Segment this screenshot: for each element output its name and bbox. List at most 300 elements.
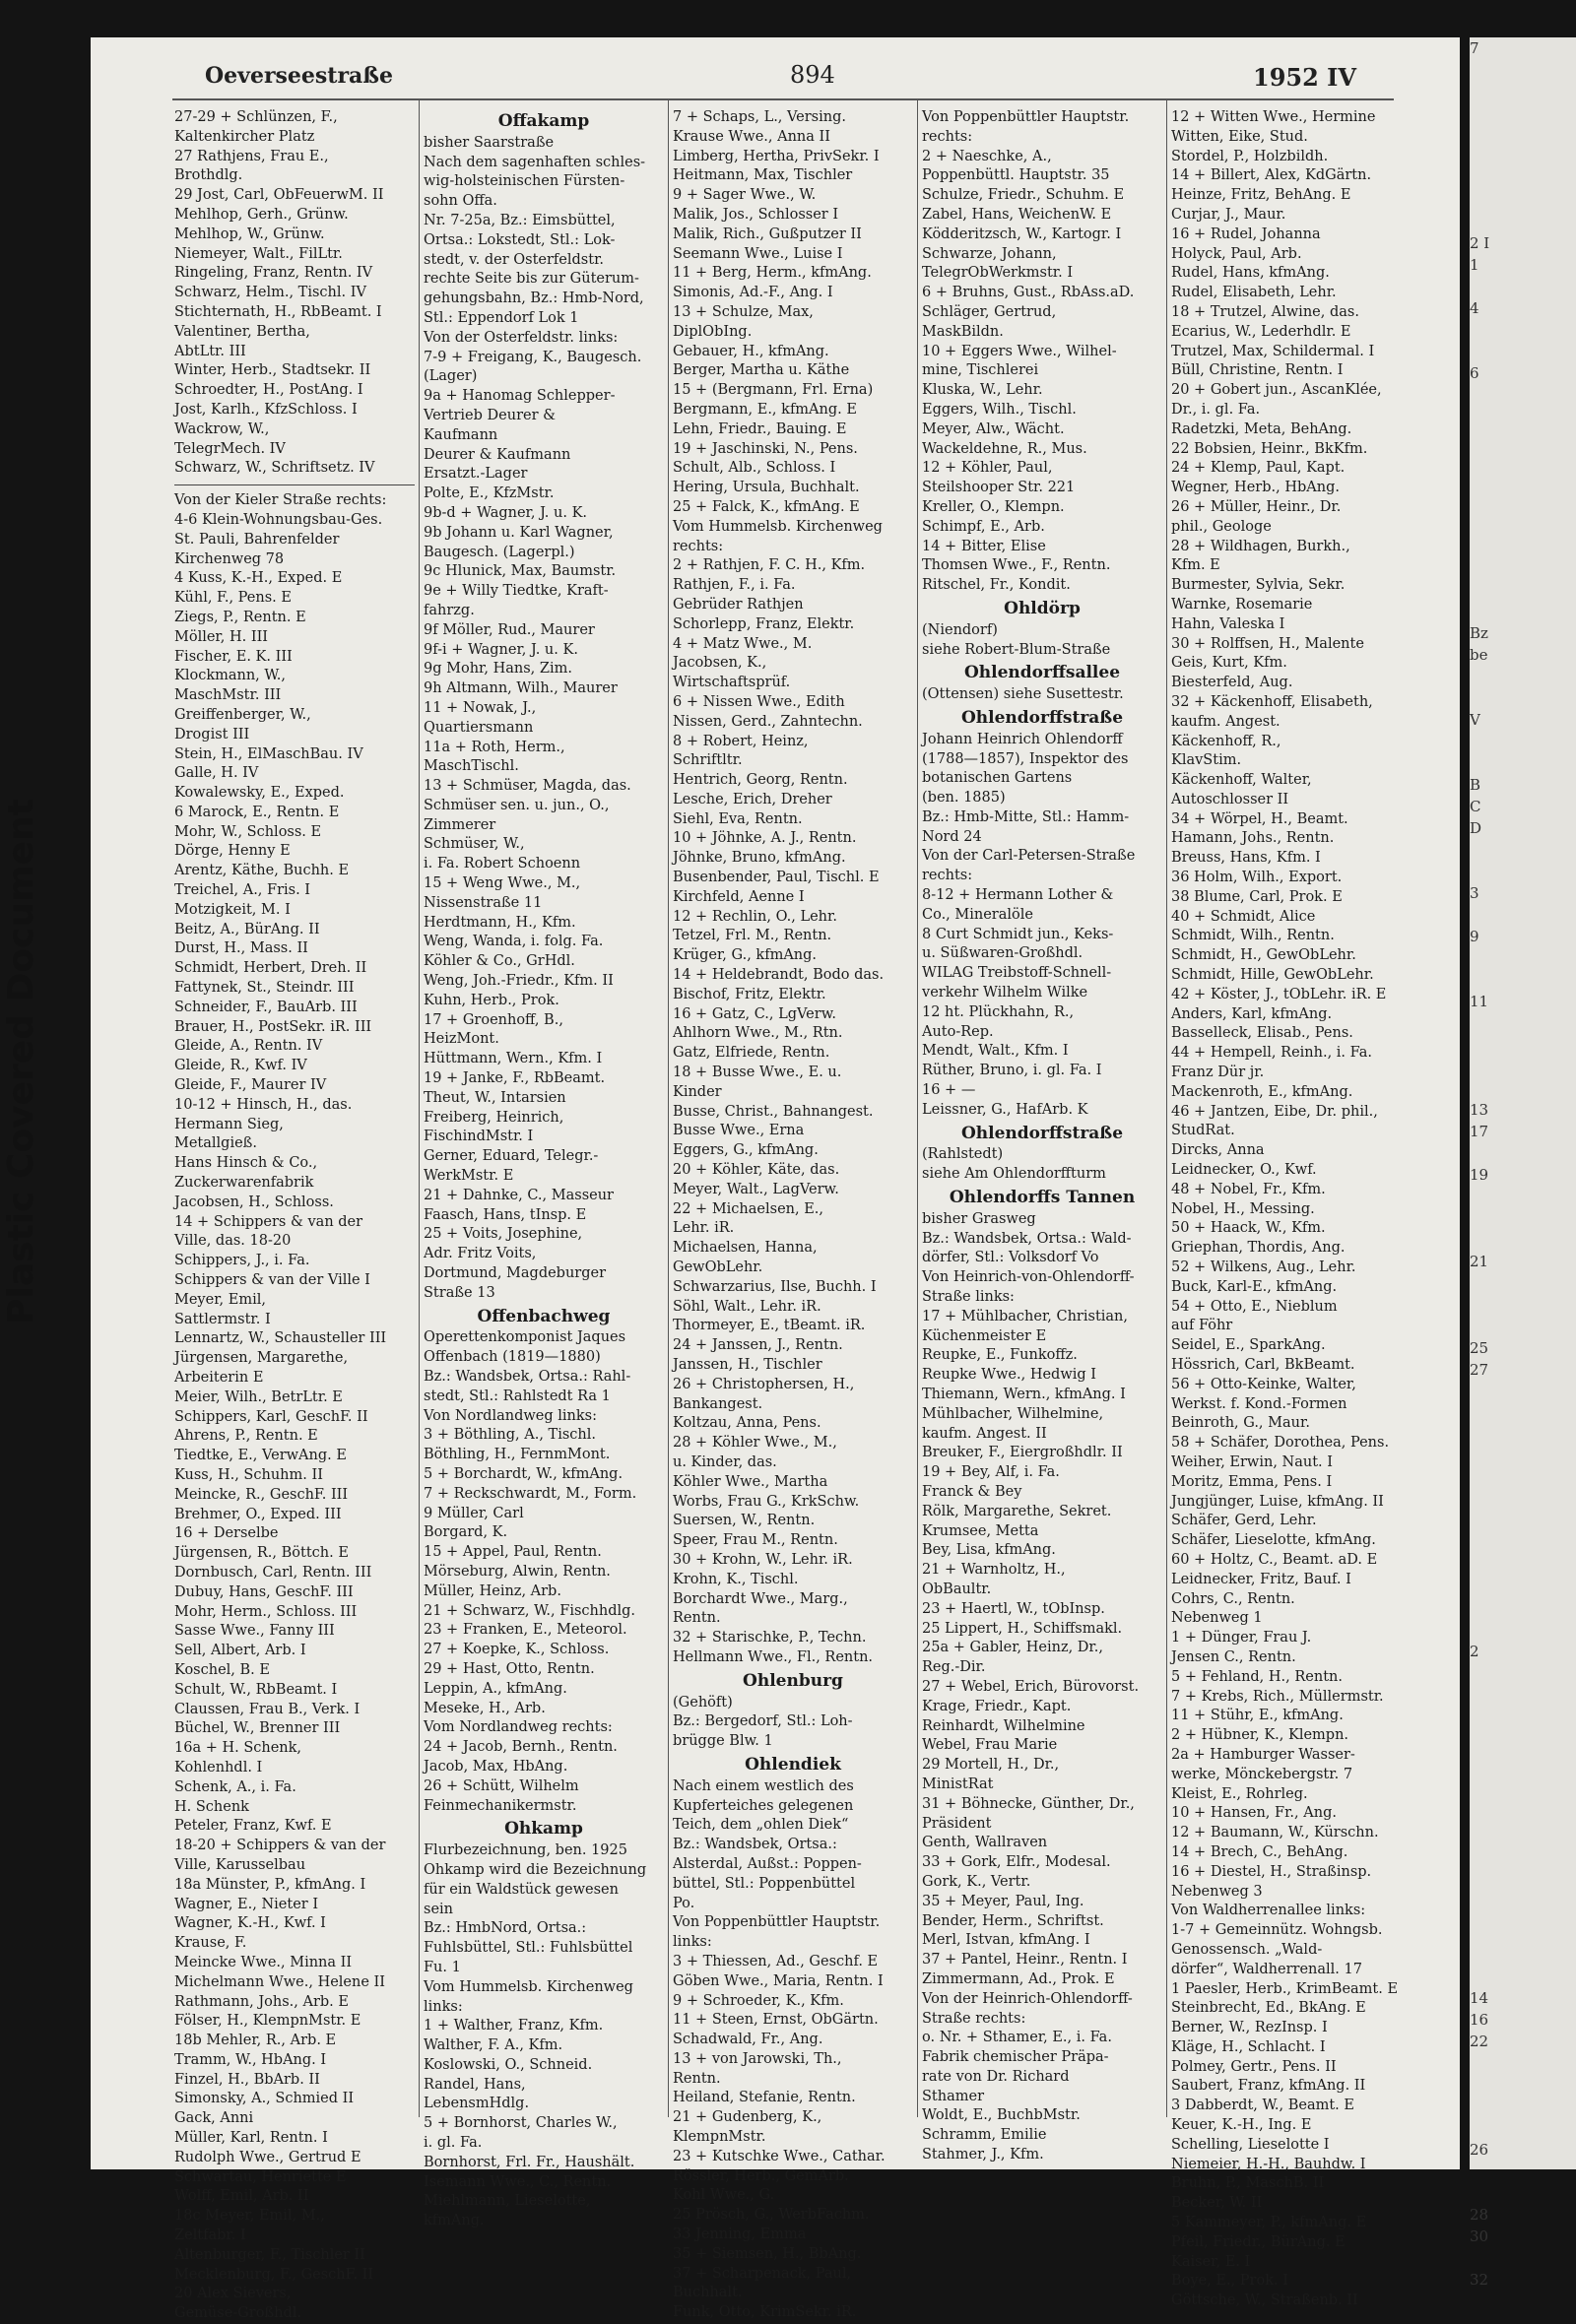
entry-line: Hüttmann, Wern., Kfm. I xyxy=(424,1051,603,1067)
entry-line: Ritschel, Fr., Kondit. xyxy=(922,577,1071,594)
entry-line: 48 + Nobel, Fr., Kfm. xyxy=(1171,1181,1326,1197)
entry-line: 9a + Hanomag Schlepper- xyxy=(424,388,616,405)
column-divider xyxy=(1166,98,1167,2117)
entry-line: Zimmermann, Ad., Prok. E xyxy=(922,1970,1115,1987)
margin-fragment xyxy=(1470,319,1576,341)
entry-line: Trutzel, Max, Schildermal. I xyxy=(1171,343,1375,359)
entry-line: botanischen Gartens xyxy=(922,770,1073,787)
entry-line: Jacob, Max, HbAng. xyxy=(424,1758,568,1775)
margin-fragment xyxy=(1470,384,1576,406)
entry-line: Kohl Wwe., G. xyxy=(673,2187,775,2204)
entry-line: Co., Mineralöle xyxy=(922,906,1033,923)
entry-line: MaschTischl. xyxy=(424,758,519,775)
entry-line: Nach einem westlich des xyxy=(673,1777,854,1794)
entry-line: 19 + Jaschinski, N., Pens. xyxy=(673,440,858,457)
entry-line: Moritz, Emma, Pens. I xyxy=(1171,1473,1333,1490)
entry-line: rate von Dr. Richard xyxy=(922,2068,1070,2085)
entry-line: Büll, Christine, Rentn. I xyxy=(1171,362,1344,379)
entry-line: Niemeier, H.-H., Bauhdw. I xyxy=(1171,2156,1366,2172)
entry-line: FischindMstr. I xyxy=(424,1129,534,1145)
margin-fragment xyxy=(1470,1532,1576,1554)
entry-line: Nebenweg 1 xyxy=(1171,1610,1263,1627)
entry-line: 20 + Köhler, Käte, das. xyxy=(673,1162,840,1179)
entry-line: Ringeling, Franz, Rentn. IV xyxy=(174,265,373,282)
entry-line: phil., Geologe xyxy=(1171,518,1272,535)
entry-line: Faasch, Hans, tInsp. E xyxy=(424,1206,587,1223)
margin-fragment: 2 I xyxy=(1470,234,1490,252)
entry-line: Kaufmann xyxy=(424,426,498,443)
entry-line: Fölser, H., KlempnMstr. E xyxy=(174,2013,361,2030)
entry-line: Ecarius, W., Lederhdlr. E xyxy=(1171,323,1351,340)
entry-line: 13 + von Jarowski, Th., xyxy=(673,2050,842,2067)
margin-fragment xyxy=(1470,731,1576,752)
margin-fragment xyxy=(1470,1619,1576,1641)
entry-line: 8 Curt Schmidt jun., Keks- xyxy=(922,926,1114,942)
margin-fragment xyxy=(1470,557,1576,579)
entry-line: Randel, Hans, xyxy=(424,2076,526,2093)
entry-line: 16 + Diestel, H., Straßinsp. xyxy=(1171,1863,1372,1880)
entry-line: brügge Blw. 1 xyxy=(673,1733,773,1750)
margin-fragment xyxy=(1470,2052,1576,2074)
entry-line: Arbeiterin E xyxy=(174,1370,264,1386)
entry-line: Präsident xyxy=(922,1815,992,1832)
entry-line: 29 Mortell, H., Dr., xyxy=(922,1757,1060,1774)
entry-line: Teich, dem „ohlen Diek“ xyxy=(673,1817,849,1834)
margin-fragment: C xyxy=(1470,798,1481,815)
entry-line: Kläge, H., Schlacht. I xyxy=(1171,2038,1326,2055)
entry-line: 1 + Dünger, Frau J. xyxy=(1171,1630,1312,1646)
entry-line: 52 + Wilkens, Aug., Lehr. xyxy=(1171,1259,1356,1276)
entry-line: Vertrieb Deurer & xyxy=(424,407,557,423)
entry-line: Thormeyer, E., tBeamt. iR. xyxy=(673,1318,866,1334)
margin-fragment xyxy=(1470,1381,1576,1402)
margin-fragment xyxy=(1470,1511,1576,1532)
entry-line: 33 Jenning, Emma xyxy=(673,2227,807,2243)
entry-line: Poppenbüttl. Hauptstr. 35 xyxy=(922,167,1110,184)
entry-line: 25 + Voits, Josephine, xyxy=(424,1226,583,1243)
entry-line: Schläger, Gertrud, xyxy=(922,303,1057,320)
entry-line: Von der Osterfeldstr. links: xyxy=(424,329,619,346)
entry-line: Dr., i. gl. Fa. xyxy=(1171,401,1261,418)
entry-line: Fattynek, St., Steindr. III xyxy=(174,980,355,997)
entry-line: Gleide, F., Maurer IV xyxy=(174,1077,327,1094)
entry-line: 16 + Gatz, C., LgVerw. xyxy=(673,1005,836,1022)
entry-line: (Rahlstedt) xyxy=(922,1146,1004,1163)
entry-line: Rathmann, Johs., Arb. E xyxy=(174,1993,349,2010)
entry-line: 27 Rathjens, Frau E., xyxy=(174,148,329,164)
entry-line: Dörge, Henny E xyxy=(174,843,291,860)
entry-line: 14 + Bitter, Elise xyxy=(922,538,1046,554)
margin-fragment xyxy=(1470,947,1576,969)
column-divider xyxy=(419,98,420,2117)
entry-line: wig-holsteinischen Fürsten- xyxy=(424,173,625,190)
entry-line: Franck & Bey xyxy=(922,1483,1022,1500)
margin-fragment: 11 xyxy=(1470,993,1489,1010)
entry-line: Hellmann Wwe., Fl., Rentn. xyxy=(673,1648,874,1665)
entry-line: Schadwald, Fr., Ang. xyxy=(673,2032,823,2048)
entry-line: Thiemann, Wern., kfmAng. I xyxy=(922,1387,1126,1402)
entry-line: WILAG Treibstoff-Schnell- xyxy=(922,965,1112,982)
margin-fragment xyxy=(1470,1922,1576,1944)
entry-line: Stichternath, H., RbBeamt. I xyxy=(174,303,382,320)
entry-line: Durst, H., Mass. II xyxy=(174,940,308,957)
entry-line: 5 + Bornhorst, Charles W., xyxy=(424,2115,618,2132)
entry-line: 11 + Steen, Ernst, ObGärtn. xyxy=(673,2012,879,2029)
entry-line: Zuckerwarenfabrik xyxy=(174,1175,314,1192)
entry-line: 15 + Weng Wwe., M., xyxy=(424,875,581,892)
entry-line: 60 + Holtz, C., Beamt. aD. E xyxy=(1171,1551,1378,1568)
margin-fragment xyxy=(1470,904,1576,926)
entry-line: Motzigkeit, M. I xyxy=(174,901,291,918)
entry-line: Sell, Albert, Arb. I xyxy=(174,1643,306,1659)
entry-line: Wolff, Emil, Arb. II xyxy=(174,2188,309,2205)
entry-line: St. Pauli, Bahrenfelder xyxy=(174,531,340,548)
entry-line: Claussen, Frau B., Verk. I xyxy=(174,1701,361,1717)
margin-fragment xyxy=(1470,1467,1576,1489)
entry-line: Meincke, R., GeschF. III xyxy=(174,1486,349,1503)
entry-line: 46 + Jantzen, Eibe, Dr. phil., xyxy=(1171,1103,1378,1120)
margin-fragment xyxy=(1470,1576,1576,1597)
margin-fragment xyxy=(1470,579,1576,601)
entry-line: Nr. 7-25a, Bz.: Eimsbüttel, xyxy=(424,212,616,228)
entry-line: Jensen C., Rentn. xyxy=(1171,1648,1296,1665)
entry-line: Busse, Christ., Bahnangest. xyxy=(673,1103,874,1120)
margin-fragment: be xyxy=(1470,646,1488,664)
entry-line: 25 Prösch, G., WerbFachm. xyxy=(673,2207,870,2224)
entry-line: 21 + Dahnke, C., Masseur xyxy=(424,1187,614,1203)
entry-line: Greiffenberger, W., xyxy=(174,706,311,723)
entry-line: Wegner, Herb., HbAng. xyxy=(1171,480,1340,496)
entry-line: Nissen, Gerd., Zahntechn. xyxy=(673,713,863,730)
entry-line: Malik, Rich., Gußputzer II xyxy=(673,226,862,242)
entry-line: Mohr, W., Schloss. E xyxy=(174,823,322,840)
entry-line: 21 + Gudenberg, K., xyxy=(673,2109,822,2126)
entry-line: links: xyxy=(424,1998,463,2015)
entry-line: Gork, K., Vertr. xyxy=(922,1873,1031,1890)
entry-line: 16 + — xyxy=(922,1082,976,1099)
entry-line: Schroedter, H., PostAng. I xyxy=(174,382,363,399)
entry-line: Von Waldherrenallee links: xyxy=(1171,1903,1366,1919)
entry-line: Köhler Wwe., Martha xyxy=(673,1473,828,1490)
entry-line: Schwartau, Henriette E xyxy=(174,2168,347,2185)
entry-line: Heitmann, Max, Tischler xyxy=(673,167,853,184)
entry-line: Koschel, B. E xyxy=(174,1661,270,1678)
entry-line: Von Poppenbüttler Hauptstr. xyxy=(673,1914,881,1931)
margin-fragment xyxy=(1470,752,1576,774)
entry-line: KlempnMstr. xyxy=(673,2129,766,2146)
entry-line: 16a + H. Schenk, xyxy=(174,1740,302,1757)
entry-line: Pfeil, Friedr., BürAng. E xyxy=(1171,2233,1346,2250)
header-year-part: 1952 IV xyxy=(1253,63,1356,92)
margin-fragment: B xyxy=(1470,776,1481,794)
entry-line: Peteler, Franz, Kwf. E xyxy=(174,1818,332,1835)
margin-fragment: 17 xyxy=(1470,1123,1489,1140)
entry-line: 15 + (Bergmann, Frl. Erna) xyxy=(673,382,874,399)
margin-fragment xyxy=(1470,189,1576,211)
margin-fragment xyxy=(1470,1207,1576,1229)
entry-line: Bornhorst, Frl. Fr., Haushält. xyxy=(424,2154,635,2170)
entry-line: 2 + Naeschke, A., xyxy=(922,148,1052,164)
margin-fragment: 9 xyxy=(1470,928,1479,945)
street-heading: Offenbachweg xyxy=(477,1306,611,1326)
margin-fragment: 13 xyxy=(1470,1101,1489,1119)
margin-fragment xyxy=(1470,1836,1576,1857)
margin-fragment xyxy=(1470,1424,1576,1446)
entry-line: Ersatzt.-Lager xyxy=(424,466,528,483)
entry-line: Metallgieß. xyxy=(174,1135,257,1152)
margin-fragment: 32 xyxy=(1470,2271,1489,2289)
entry-line: Meincke Wwe., Minna II xyxy=(174,1954,353,1970)
entry-line: Rudel, Hans, kfmAng. xyxy=(1171,265,1330,282)
entry-line: Krohn, K., Tischl. xyxy=(673,1571,799,1587)
entry-line: LebensmHdlg. xyxy=(424,2096,530,2112)
entry-line: 9c Hlunick, Max, Baumstr. xyxy=(424,563,617,580)
entry-line: Schmidt, Wilh., Rentn. xyxy=(1171,928,1335,944)
entry-line: Gleide, A., Rentn. IV xyxy=(174,1038,323,1055)
entry-line: H. Schenk xyxy=(174,1798,249,1815)
entry-line: 11 + Berg, Herm., kfmAng. xyxy=(673,265,872,282)
entry-line: Rentn. xyxy=(673,1610,721,1627)
entry-line: Michaelsen, Hanna, xyxy=(673,1240,818,1257)
margin-fragment xyxy=(1470,1771,1576,1792)
entry-line: 25 Lippert, H., Schiffsmakl. xyxy=(922,1620,1123,1637)
entry-line: Gebrüder Rathjen xyxy=(673,596,804,613)
entry-line: 35 + Siemsen, H., BbAng. xyxy=(673,2245,862,2262)
entry-line: Jacobsen, K., xyxy=(673,655,767,672)
entry-line: 26 + Christophersen, H., xyxy=(673,1376,855,1392)
entry-line: für ein Waldstück gewesen xyxy=(424,1881,619,1898)
entry-line: Bz.: Wandsbek, Ortsa.: Wald- xyxy=(922,1230,1132,1247)
margin-fragment: 1 xyxy=(1470,256,1479,274)
entry-line: 4-6 Klein-Wohnungsbau-Ges. xyxy=(174,511,383,528)
entry-line: Webel, Frau Marie xyxy=(922,1737,1058,1754)
entry-line: Kowalewsky, E., Exped. xyxy=(174,785,345,802)
entry-line: rechts: xyxy=(922,868,973,884)
street-heading: Ohlenburg xyxy=(743,1670,843,1691)
entry-line: Mehlhop, Gerh., Grünw. xyxy=(174,206,349,223)
entry-line: 3 Dabberdt, W., Beamt. E xyxy=(1171,2098,1354,2114)
entry-line: Von der Heinrich-Ohlendorff- xyxy=(922,1990,1133,2007)
entry-line: Wirtschaftsprüf. xyxy=(673,675,791,691)
entry-line: Kaiser, E. I xyxy=(1171,2253,1251,2270)
entry-line: 13 + Schulze, Max, xyxy=(673,303,814,320)
entry-line: Meyer, Emil, xyxy=(174,1291,266,1308)
entry-line: 19 + Bey, Alf, i. Fa. xyxy=(922,1464,1060,1481)
entry-line: TelegrObWerkmstr. I xyxy=(922,265,1074,282)
entry-line: 22 + Michaelsen, E., xyxy=(673,1200,824,1217)
entry-line: Busenbender, Paul, Tischl. E xyxy=(673,870,880,886)
entry-line: Fuhlsbüttel, Stl.: Fuhlsbüttel xyxy=(424,1940,633,1957)
margin-fragment xyxy=(1470,839,1576,861)
entry-line: Brehmer, O., Exped. III xyxy=(174,1506,342,1522)
entry-line: Kirchfeld, Aenne I xyxy=(673,888,805,905)
entry-line: Kühl, F., Pens. E xyxy=(174,590,292,607)
entry-line: 26 + Müller, Heinr., Dr. xyxy=(1171,498,1342,515)
entry-line: Boye, E., Prok. I xyxy=(1171,2273,1288,2290)
margin-fragment xyxy=(1470,1056,1576,1077)
entry-line: gehungsbahn, Bz.: Hmb-Nord, xyxy=(424,290,644,307)
margin-fragment xyxy=(1470,1792,1576,1814)
entry-line: Woldt, E., BuchbMstr. xyxy=(922,2107,1081,2124)
entry-line: 25 + Falck, K., kfmAng. E xyxy=(673,498,860,515)
entry-line: o. Nr. + Sthamer, E., i. Fa. xyxy=(922,2030,1112,2046)
entry-line: 27-29 + Schlünzen, F., xyxy=(174,109,338,125)
entry-line: Buchhalt. xyxy=(673,2285,743,2301)
margin-fragment xyxy=(1470,1901,1576,1922)
entry-line: Reinhardt, Wilhelmine xyxy=(922,1717,1085,1734)
entry-line: Schippers, J., i. Fa. xyxy=(174,1253,310,1269)
entry-line: Jöhnke, Bruno, kfmAng. xyxy=(673,850,846,867)
entry-line: Treichel, A., Fris. I xyxy=(174,882,311,899)
entry-line: Brauer, H., PostSekr. iR. III xyxy=(174,1018,372,1035)
margin-fragment: 28 xyxy=(1470,2206,1489,2224)
entry-line: Wagner, K.-H., Kwf. I xyxy=(174,1915,326,1932)
entry-line: Straße rechts: xyxy=(922,2010,1026,2027)
entry-line: Jost, Karlh., KfzSchloss. I xyxy=(174,401,358,418)
entry-line: Eggers, Wilh., Tischl. xyxy=(922,401,1077,418)
entry-line: Heinze, Fritz, BehAng. E xyxy=(1171,187,1351,204)
page-header xyxy=(110,57,1361,97)
margin-fragment xyxy=(1470,1814,1576,1836)
margin-fragment xyxy=(1470,1597,1576,1619)
entry-line: Kirchenweg 78 xyxy=(174,550,285,567)
entry-line: Valentiner, Bertha, xyxy=(174,323,310,340)
entry-line: 56 + Otto-Keinke, Walter, xyxy=(1171,1376,1356,1392)
street-heading: Ohldörp xyxy=(1004,598,1081,618)
margin-fragment xyxy=(1470,1727,1576,1749)
entry-line: Altenburger, F., Tischler II xyxy=(174,2246,365,2263)
entry-line: Keuer, K.-H., Ing. E xyxy=(1171,2117,1312,2134)
entry-line: Funk, Otto, KrimSekr. iR. xyxy=(673,2304,857,2321)
entry-line: 31 + Böhnecke, Günther, Dr., xyxy=(922,1795,1135,1812)
entry-line: 9f Möller, Rud., Maurer xyxy=(424,621,595,638)
entry-line: Schneider, F., BauArb. III xyxy=(174,999,358,1015)
entry-line: Mecklenburg, F., GeschF. II xyxy=(174,2266,374,2283)
entry-line: 12 + Baumann, W., Kürschn. xyxy=(1171,1825,1379,1841)
entry-line: Herdtmann, H., Kfm. xyxy=(424,914,576,931)
entry-line: Worbs, Frau G., KrkSchw. xyxy=(673,1493,860,1510)
entry-line: Rudel, Elisabeth, Lehr. xyxy=(1171,285,1337,301)
entry-line: 32 + Käckenhoff, Elisabeth, xyxy=(1171,693,1373,710)
margin-fragment: 3 xyxy=(1470,884,1479,902)
entry-line: Simonsky, A., Schmied II xyxy=(174,2091,355,2107)
margin-fragment xyxy=(1470,2182,1576,2204)
entry-line: (Gehöft) xyxy=(673,1694,733,1711)
entry-line: Kfm. E xyxy=(1171,557,1220,574)
street-heading: Offakamp xyxy=(497,111,590,131)
entry-line: Reg.-Dir. xyxy=(922,1659,986,1676)
entry-line: verkehr Wilhelm Wilke xyxy=(922,985,1088,1001)
margin-fragment xyxy=(1470,406,1576,427)
margin-fragment xyxy=(1470,1402,1576,1424)
entry-line: Koltzau, Anna, Pens. xyxy=(673,1415,821,1432)
entry-line: Leppin, A., kfmAng. xyxy=(424,1680,567,1697)
entry-line: stedt, v. der Osterfeldstr. xyxy=(424,251,605,268)
entry-line: 33 + Gork, Elfr., Modesal. xyxy=(922,1854,1111,1871)
entry-line: Lehn, Friedr., Bauing. E xyxy=(673,420,847,437)
entry-line: Seemann Wwe., Luise I xyxy=(673,245,843,262)
column-divider xyxy=(917,98,918,2117)
margin-fragment xyxy=(1470,1684,1576,1706)
entry-line: Eggers, G., kfmAng. xyxy=(673,1142,819,1159)
entry-line: 18a Münster, P., kfmAng. I xyxy=(174,1876,366,1893)
entry-line: Ahlhorn Wwe., M., Rtn. xyxy=(673,1025,843,1042)
entry-line: 17 + Mühlbacher, Christian, xyxy=(922,1308,1129,1324)
entry-line: Kuss, H., Schuhm. II xyxy=(174,1466,323,1483)
entry-line: Lesche, Erich, Dreher xyxy=(673,791,832,807)
margin-fragment: 27 xyxy=(1470,1361,1489,1379)
entry-line: Kohlenhdl. I xyxy=(174,1759,263,1775)
margin-fragment xyxy=(1470,81,1576,102)
entry-line: Zeltfabr. I xyxy=(174,2227,246,2244)
entry-line: 11 + Stühr, E., kfmAng. xyxy=(1171,1708,1344,1724)
entry-line: Tramm, W., HbAng. I xyxy=(174,2051,327,2068)
entry-line: Rudolph Wwe., Gertrud E xyxy=(174,2149,361,2165)
entry-line: Zabel, Hans, WeichenW. E xyxy=(922,206,1112,223)
entry-line: 29 + Hast, Otto, Rentn. xyxy=(424,1660,595,1677)
entry-line: Büchel, W., Brenner III xyxy=(174,1720,341,1737)
entry-line: Zimmerer xyxy=(424,816,496,833)
entry-line: Meseke, H., Arb. xyxy=(424,1700,546,1716)
entry-line: GewObLehr. xyxy=(673,1259,763,1276)
entry-line: 15 + Appel, Paul, Rentn. xyxy=(424,1544,602,1561)
margin-fragment xyxy=(1470,1142,1576,1164)
entry-line: kfmAng. xyxy=(424,2213,485,2229)
entry-line: Warnke, Rosemarie xyxy=(1171,596,1313,613)
margin-fragment: 21 xyxy=(1470,1253,1489,1270)
entry-line: 12 + Köhler, Paul, xyxy=(922,460,1053,477)
entry-line: 8-12 + Hermann Lother & xyxy=(922,887,1114,904)
entry-line: Sthamer xyxy=(922,2088,985,2104)
entry-line: (Ottensen) siehe Susettestr. xyxy=(922,686,1124,703)
entry-line: Basselleck, Elisab., Pens. xyxy=(1171,1025,1353,1042)
entry-line: Straße links: xyxy=(922,1289,1015,1306)
entry-line: Mühlbacher, Wilhelmine, xyxy=(922,1405,1104,1422)
margin-fragment xyxy=(1470,1229,1576,1251)
entry-line: Berner, W., RezInsp. I xyxy=(1171,2020,1328,2036)
entry-line: 26 + Schütt, Wilhelm xyxy=(424,1777,579,1794)
entry-line: Bz.: Wandsbek, Ortsa.: xyxy=(673,1837,837,1853)
entry-line: Hahn, Valeska I xyxy=(1171,615,1285,632)
entry-line: ObBaultr. xyxy=(922,1581,992,1597)
entry-line: Hamann, Johs., Rentn. xyxy=(1171,830,1335,847)
entry-line: auf Föhr xyxy=(1171,1318,1233,1334)
entry-line: Rentn. xyxy=(673,2070,721,2087)
entry-line: Sasse Wwe., Fanny III xyxy=(174,1623,335,1640)
entry-line: 37 + Pantel, Heinr., Rentn. I xyxy=(922,1952,1128,1969)
entry-line: Leissner, G., HafArb. K xyxy=(922,1101,1088,1118)
entry-line: 21 + Warnholtz, H., xyxy=(922,1562,1066,1579)
entry-line: Göttsche, W., Straßenb. II xyxy=(1171,2292,1358,2309)
entry-line: Nobel, H., Messing. xyxy=(1171,1200,1315,1217)
entry-line: Arentz, Käthe, Buchh. E xyxy=(174,863,350,879)
entry-line: Griephan, Thordis, Ang. xyxy=(1171,1240,1346,1257)
entry-line: 1-7 + Gemeinnütz. Wohngsb. xyxy=(1171,1922,1383,1939)
entry-line: Geis, Kurt, Kfm. xyxy=(1171,655,1287,672)
entry-line: Merl, Istvan, kfmAng. I xyxy=(922,1932,1090,1949)
entry-line: Bey, Lisa, kfmAng. xyxy=(922,1542,1056,1559)
entry-line: 16 + Rudel, Johanna xyxy=(1171,226,1321,242)
entry-line: 20 + Gobert jun., AscanKlée, xyxy=(1171,382,1382,399)
entry-line: 50 + Haack, W., Kfm. xyxy=(1171,1220,1326,1237)
entry-line: 25a + Gabler, Heinz, Dr., xyxy=(922,1640,1103,1656)
entry-line: Mehlhop, W., Grünw. xyxy=(174,226,325,242)
margin-fragment: 22 xyxy=(1470,2033,1489,2050)
entry-line: Fabrik chemischer Präpa- xyxy=(922,2049,1109,2066)
entry-line: 2 + Rathjen, F. C. H., Kfm. xyxy=(673,557,866,574)
entry-line: Freiberg, Heinrich, xyxy=(424,1109,564,1126)
entry-line: Simonis, Ad.-F., Ang. I xyxy=(673,285,833,301)
